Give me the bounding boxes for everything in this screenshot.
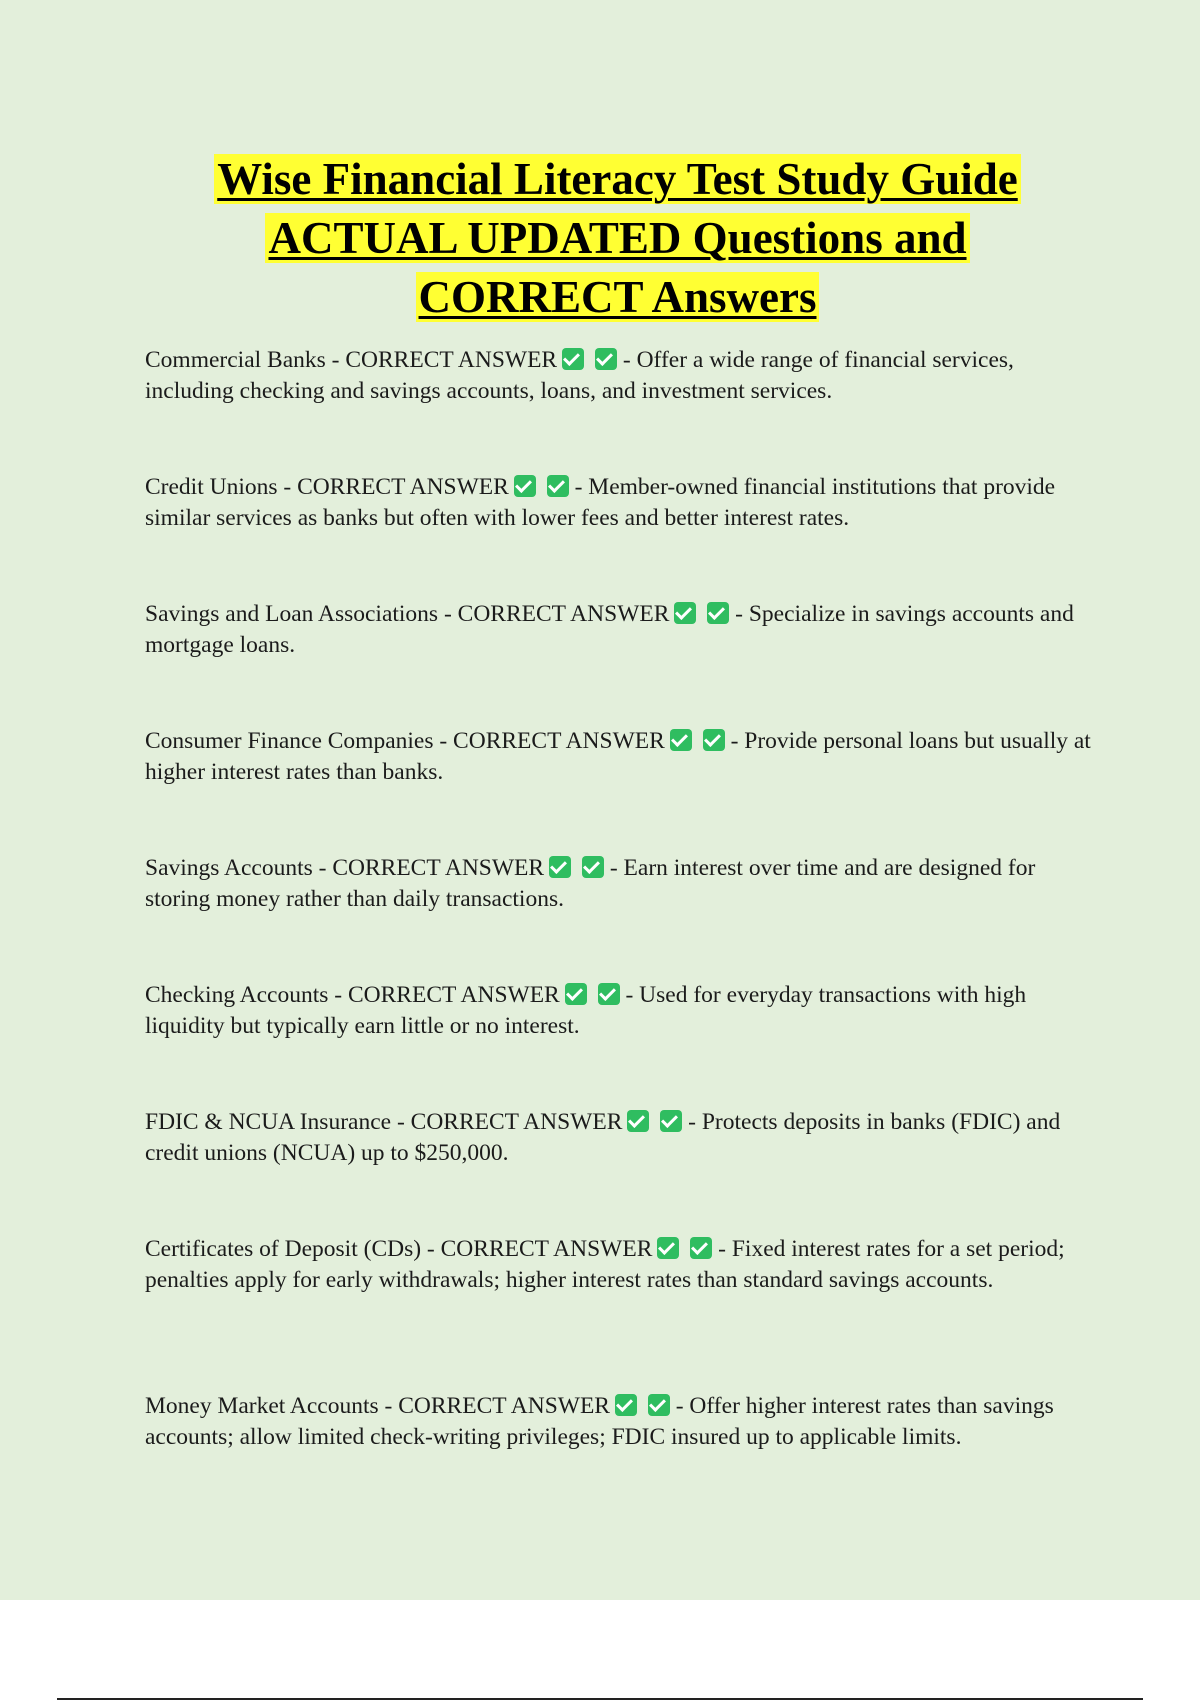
check-mark-icon: [674, 602, 696, 624]
check-mark-icon: [565, 983, 587, 1005]
qa-entry: [145, 980, 1100, 1041]
entry-answer: - Used for everyday transactions with high liquidity but typically earn little or no interest.: [145, 982, 1027, 1039]
qa-entry: [145, 345, 1100, 406]
entry-answer: - Specialize in savings accounts and mortgage loans.: [145, 601, 1074, 658]
check-mark-icon: [598, 983, 620, 1005]
entry-term: Savings and Loan Associations - CORRECT ANSWER: [145, 601, 670, 627]
entry-term: Credit Unions - CORRECT ANSWER: [145, 474, 509, 500]
entry-answer: - Earn interest over time and are designed for storing money rather than daily transactions.: [145, 855, 1036, 912]
title-line-1: Wise Financial Literacy Test Study Guide: [214, 154, 1021, 204]
check-mark-icon: [514, 475, 536, 497]
title-line-2: ACTUAL UPDATED Questions and: [265, 213, 969, 263]
entry-term: Certificates of Deposit (CDs) - CORRECT ANSWER: [145, 1236, 653, 1262]
check-mark-icon: [648, 1394, 670, 1416]
entry-term: Savings Accounts - CORRECT ANSWER: [145, 855, 545, 881]
check-mark-icon: [670, 729, 692, 751]
check-mark-icon: [615, 1394, 637, 1416]
entry-answer: - Member-owned financial institutions that provide similar services as banks but often with lower fees and better interest rates.: [145, 474, 1056, 531]
check-mark-icon: [660, 1110, 682, 1132]
qa-entry: [145, 1391, 1100, 1452]
title-line-3: CORRECT Answers: [416, 272, 820, 322]
entry-term: Consumer Finance Companies - CORRECT ANSWER: [145, 728, 665, 754]
entry-term: FDIC & NCUA Insurance - CORRECT ANSWER: [145, 1109, 623, 1135]
entry-term: Commercial Banks - CORRECT ANSWER: [145, 347, 558, 373]
check-mark-icon: [690, 1237, 712, 1259]
qa-entry: [145, 1107, 1100, 1168]
check-mark-icon: [549, 856, 571, 878]
check-mark-icon: [703, 729, 725, 751]
qa-entry: [145, 472, 1100, 533]
entry-term: Checking Accounts - CORRECT ANSWER: [145, 982, 560, 1008]
document-title: [140, 150, 1095, 327]
check-mark-icon: [657, 1237, 679, 1259]
entry-answer: - Provide personal loans but usually at higher interest rates than banks.: [145, 728, 1091, 785]
qa-entry: [145, 726, 1100, 787]
qa-entry: [145, 1234, 1100, 1295]
check-mark-icon: [562, 348, 584, 370]
check-mark-icon: [547, 475, 569, 497]
check-mark-icon: [582, 856, 604, 878]
check-mark-icon: [595, 348, 617, 370]
check-mark-icon: [627, 1110, 649, 1132]
qa-entry: [145, 599, 1100, 660]
entry-answer: - Offer higher interest rates than savings accounts; allow limited check-writing privileges; FDIC insured up to applicable limits.: [145, 1393, 1054, 1450]
check-mark-icon: [707, 602, 729, 624]
entry-answer: - Protects deposits in banks (FDIC) and credit unions (NCUA) up to $250,000.: [145, 1109, 1061, 1166]
qa-entry: [145, 853, 1100, 914]
entry-answer: - Offer a wide range of financial services, including checking and savings accounts, loans, and investment services.: [145, 347, 1014, 404]
entry-answer: - Fixed interest rates for a set period; penalties apply for early withdrawals; higher interest rates than standard savings accounts.: [145, 1236, 1065, 1293]
entry-term: Money Market Accounts - CORRECT ANSWER: [145, 1393, 610, 1419]
